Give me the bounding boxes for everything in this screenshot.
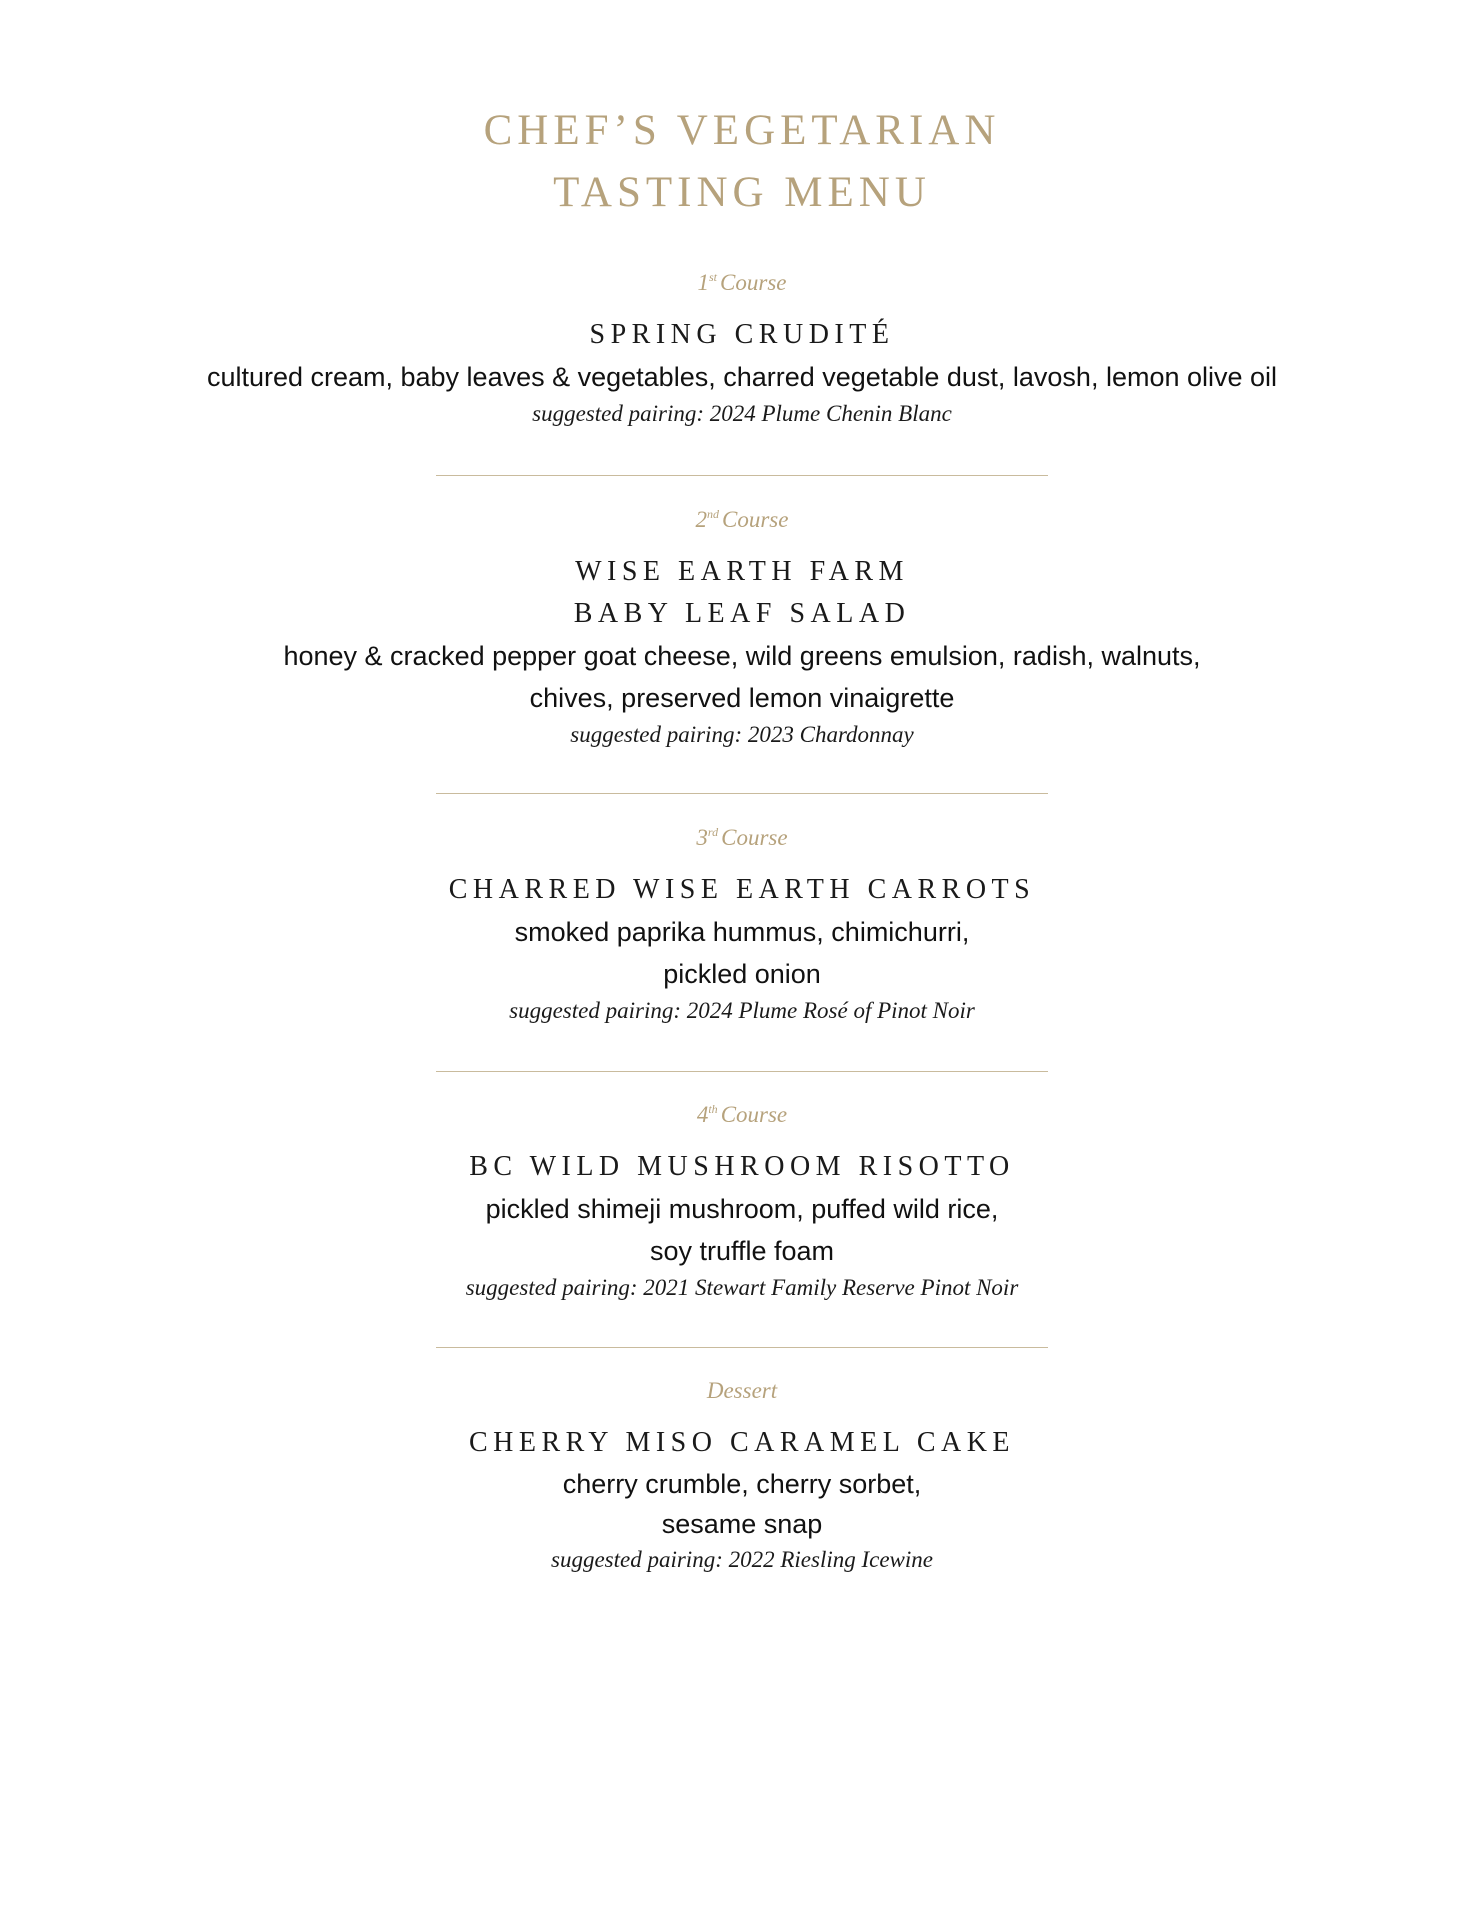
dish-name: SPRING CRUDITÉ: [589, 319, 895, 350]
dish-description: cultured cream, baby leaves & vegetables, charred vegetable dust, lavosh, lemon olive oil: [206, 362, 1278, 392]
course-label-text: Course: [720, 270, 787, 295]
dish-name: CHARRED WISE EARTH CARROTS: [448, 874, 1036, 905]
dish-name: BABY LEAF SALAD: [573, 598, 911, 629]
course-label-text: Course: [722, 507, 789, 532]
course-label: [0, 823, 1484, 853]
course-number-suffix: nd: [707, 507, 720, 521]
course-number: 4: [696, 1102, 709, 1127]
dish-description: chives, preserved lemon vinaigrette: [529, 683, 955, 713]
dish-description: honey & cracked pepper goat cheese, wild greens emulsion, radish, walnuts,: [283, 641, 1201, 671]
course-number-suffix: th: [708, 1102, 718, 1116]
course-number-suffix: rd: [707, 825, 719, 839]
dish-description: pickled shimeji mushroom, puffed wild rice,: [485, 1194, 999, 1224]
wine-pairing: suggested pairing: 2021 Stewart Family Reserve Pinot Noir: [465, 1275, 1019, 1300]
course-number: 1: [697, 270, 710, 295]
dish-description: cherry crumble, cherry sorbet,: [562, 1469, 922, 1499]
dish-description: smoked paprika hummus, chimichurri,: [514, 917, 970, 947]
dish-description: soy truffle foam: [649, 1236, 835, 1266]
wine-pairing: suggested pairing: 2024 Plume Chenin Blanc: [532, 401, 952, 426]
course-number: 2: [695, 507, 708, 532]
course-label-text: Course: [720, 1102, 788, 1127]
wine-pairing: suggested pairing: 2022 Riesling Icewine: [551, 1547, 933, 1572]
course-3: [0, 823, 1484, 1027]
dish-name: CHERRY MISO CARAMEL CAKE: [468, 1427, 1016, 1458]
menu-title: [0, 100, 1484, 224]
course-2: [0, 505, 1484, 751]
wine-pairing: suggested pairing: 2024 Plume Rosé of Pinot Noir: [509, 998, 975, 1023]
dish-description: pickled onion: [663, 959, 821, 989]
course-label: [0, 268, 1484, 298]
course-label: [0, 505, 1484, 535]
dish-name: WISE EARTH FARM: [575, 556, 909, 587]
course-number-suffix: st: [709, 270, 718, 284]
course-4: [0, 1100, 1484, 1304]
course-divider: [436, 1071, 1048, 1072]
menu-title-line-1: CHEF’S VEGETARIAN: [483, 107, 1001, 154]
course-label-text: Dessert: [706, 1378, 778, 1403]
course-divider: [436, 1347, 1048, 1348]
course-label-text: Course: [721, 825, 788, 850]
course-dessert: [0, 1376, 1484, 1576]
course-number: 3: [696, 825, 708, 850]
course-1: [0, 268, 1484, 430]
course-divider: [436, 793, 1048, 794]
course-divider: [436, 475, 1048, 476]
dish-name: BC WILD MUSHROOM RISOTTO: [469, 1151, 1015, 1182]
course-label: [0, 1100, 1484, 1130]
menu-title-line-2: TASTING MENU: [553, 169, 931, 216]
course-label: [0, 1376, 1484, 1406]
dish-description: sesame snap: [661, 1509, 823, 1539]
wine-pairing: suggested pairing: 2023 Chardonnay: [570, 722, 914, 747]
